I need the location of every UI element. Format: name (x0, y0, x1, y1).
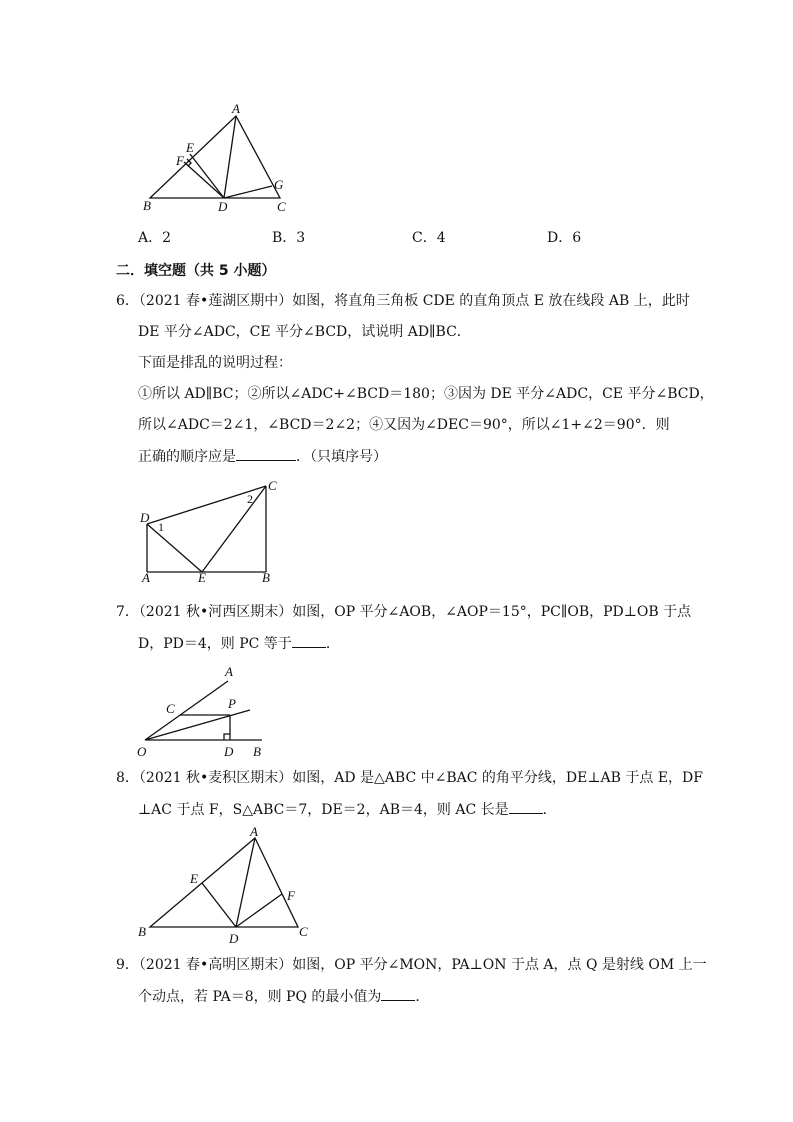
q7-label-d: D (224, 744, 234, 759)
q6-line-3: 下面是排乱的说明过程： (138, 355, 292, 371)
q6-line-5: 所以∠ADC＝2∠1，∠BCD＝2∠2；④又因为∠DEC＝90°，所以∠1+∠2＝90°．则 (138, 417, 670, 433)
q5-label-e: E (186, 140, 194, 155)
q7-label-c: C (166, 701, 175, 716)
q5-option-a: A．2 (138, 230, 172, 246)
q9-line-2-prefix: 个动点，若 PA＝8，则 PQ 的最小值为 (138, 989, 382, 1005)
q6-line-6-prefix: 正确的顺序应是 (138, 449, 236, 465)
q6-line-4: ①所以 AD∥BC；②所以∠ADC+∠BCD＝180；③因为 DE 平分∠ADC，CE 平分∠BCD， (138, 386, 714, 402)
q7-label-o: O (137, 744, 147, 759)
q6-label-a: A (142, 570, 150, 585)
q6-label-e: E (198, 570, 206, 585)
q9-answer-blank[interactable] (381, 986, 415, 1001)
q6-label-1: 1 (158, 520, 164, 534)
q6-label-d: D (140, 510, 150, 525)
q6-label-2: 2 (247, 492, 253, 506)
q5-label-a: A (232, 101, 240, 116)
q8-label-a: A (250, 824, 258, 839)
q8-triangle-abc (150, 838, 298, 927)
section-heading: 二．填空题（共 5 小题） (116, 263, 276, 279)
q8-line-1: 8．（2021 秋•麦积区期末）如图，AD 是△ABC 中∠BAC 的角平分线，DE⊥AB 于点 E，DF (116, 770, 703, 786)
q6-line-6-suffix: ．（只填序号） (296, 449, 387, 465)
q8-line-2-suffix: ． (542, 802, 557, 818)
q8-segment-de (202, 883, 236, 927)
q8-segment-df (236, 894, 282, 927)
q5-label-f: F (176, 153, 184, 168)
q5-option-d: D．6 (547, 230, 582, 246)
q9-line-2 (138, 986, 429, 1007)
q7-line-1: 7．（2021 秋•河西区期末）如图，OP 平分∠AOB，∠AOP＝15°，PC∥OB，PD⊥OB 于点 (116, 604, 692, 620)
q5-label-d: D (218, 199, 228, 214)
q5-label-c: C (277, 199, 286, 214)
q6-label-b: B (262, 570, 270, 585)
q6-line-1: 6．（2021 春•莲湖区期中）如图，将直角三角板 CDE 的直角顶点 E 放在线段 AB 上，此时 (116, 293, 690, 309)
q5-option-b: B．3 (272, 230, 306, 246)
q7-label-b: B (253, 744, 261, 759)
q6-line-2: DE 平分∠ADC，CE 平分∠BCD，试说明 AD∥BC． (138, 324, 471, 340)
q7-line-2-prefix: D，PD＝4，则 PC 等于 (138, 636, 292, 652)
q5-label-g: G (274, 177, 284, 192)
q8-line-2-prefix: ⊥AC 于点 F，S△ABC＝7，DE＝2，AB＝4，则 AC 长是 (138, 802, 509, 818)
q8-label-c: C (299, 924, 308, 939)
q8-label-e: E (190, 871, 198, 886)
q9-line-2-suffix: ． (415, 989, 430, 1005)
q5-option-c: C．4 (412, 230, 446, 246)
q9-line-1: 9．（2021 春•高明区期末）如图，OP 平分∠MON，PA⊥ON 于点 A，点 Q 是射线 OM 上一 (116, 957, 707, 973)
q6-label-c: C (268, 478, 277, 493)
q8-label-b: B (138, 924, 146, 939)
q7-line-2-suffix: ． (325, 636, 340, 652)
q5-label-b: B (143, 198, 151, 213)
q8-label-f: F (287, 888, 295, 903)
q8-label-d: D (229, 931, 239, 946)
q7-label-p: P (228, 696, 236, 711)
q7-label-a: A (225, 664, 233, 679)
